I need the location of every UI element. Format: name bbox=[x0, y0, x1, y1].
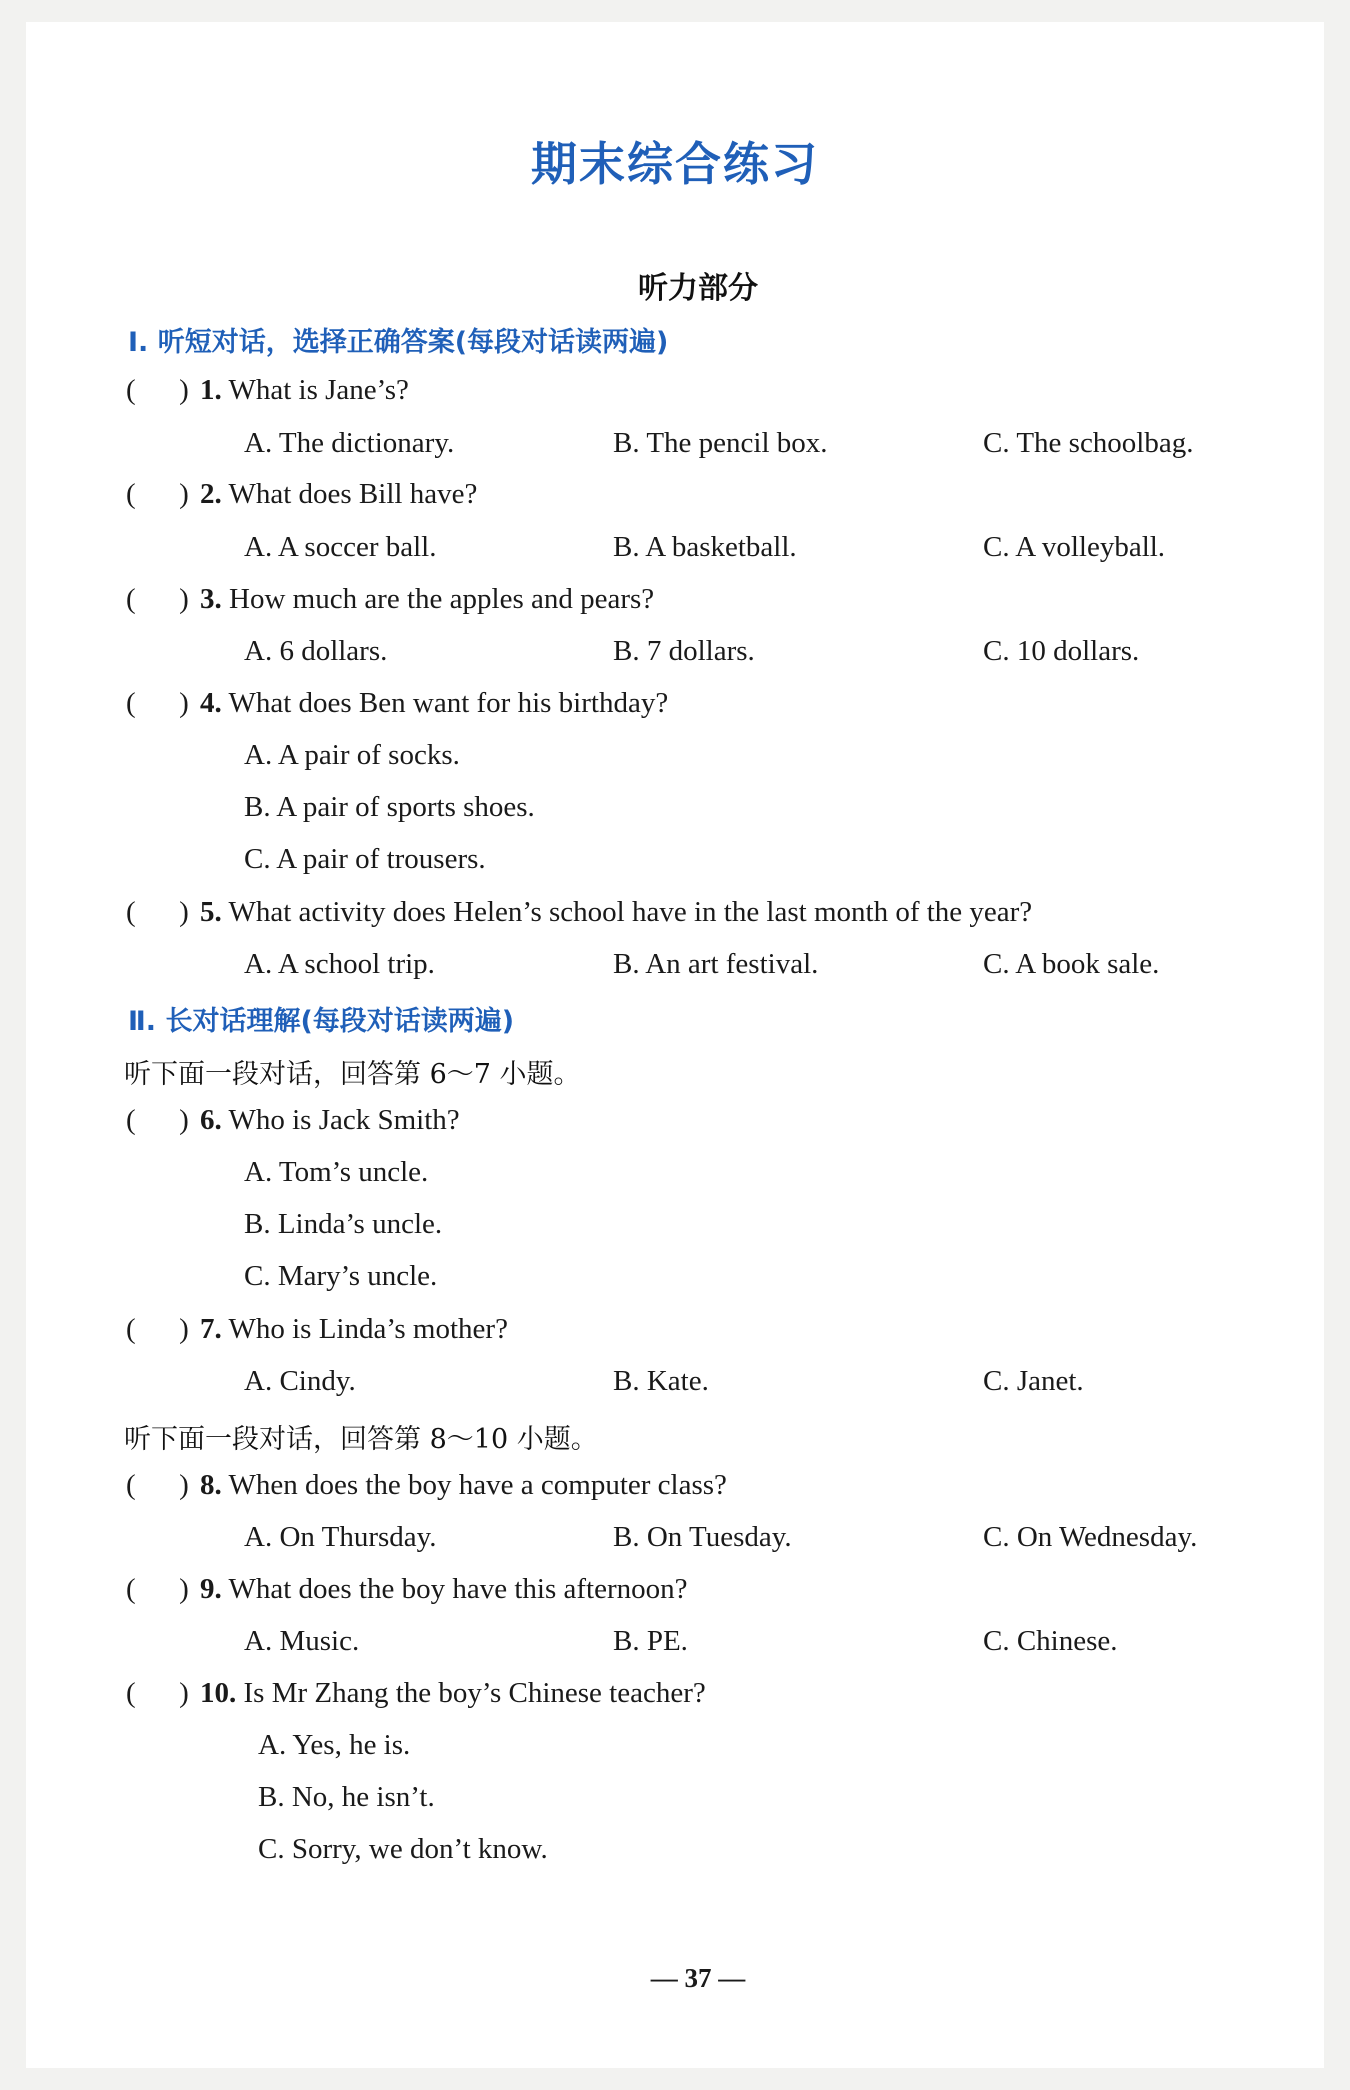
option-b: B. Kate. bbox=[613, 1365, 709, 1397]
answer-blank[interactable]: ( ) bbox=[126, 687, 189, 719]
option-c: C. On Wednesday. bbox=[983, 1521, 1198, 1553]
option-c: C. 10 dollars. bbox=[983, 635, 1140, 667]
page-title: 期末综合练习 bbox=[531, 137, 819, 191]
option-b: B. 7 dollars. bbox=[613, 635, 755, 667]
option-c: C. A volleyball. bbox=[983, 531, 1166, 563]
answer-blank[interactable]: ( ) bbox=[126, 478, 189, 510]
option-c: C. Sorry, we don’t know. bbox=[258, 1833, 548, 1865]
answer-blank[interactable]: ( ) bbox=[126, 374, 189, 406]
instruction-6-7: 听下面一段对话，回答第 6～7 小题。 bbox=[124, 1059, 581, 1090]
answer-blank[interactable]: ( ) bbox=[126, 1104, 189, 1136]
question-1: ( ) 1. What is Jane’s? bbox=[126, 374, 409, 406]
question-4: ( ) 4. What does Ben want for his birthday? bbox=[126, 687, 669, 719]
option-b: B. Linda’s uncle. bbox=[244, 1208, 443, 1240]
option-a: A. Tom’s uncle. bbox=[244, 1156, 429, 1188]
answer-blank[interactable]: ( ) bbox=[126, 583, 189, 615]
option-c: C. Mary’s uncle. bbox=[244, 1260, 438, 1292]
option-a: A. Cindy. bbox=[244, 1365, 356, 1397]
answer-blank[interactable]: ( ) bbox=[126, 896, 189, 928]
question-9: ( ) 9. What does the boy have this afternoon? bbox=[126, 1573, 688, 1605]
answer-blank[interactable]: ( ) bbox=[126, 1677, 189, 1709]
option-b: B. An art festival. bbox=[613, 948, 819, 980]
option-c: C. Janet. bbox=[983, 1365, 1084, 1397]
option-b: B. PE. bbox=[613, 1625, 688, 1657]
option-a: A. Music. bbox=[244, 1625, 360, 1657]
section-2-heading: Ⅱ. 长对话理解(每段对话读两遍) bbox=[128, 1006, 515, 1037]
option-a: A. A soccer ball. bbox=[244, 531, 437, 563]
answer-blank[interactable]: ( ) bbox=[126, 1313, 189, 1345]
page-number: — 37 — bbox=[650, 1963, 746, 1993]
question-3: ( ) 3. How much are the apples and pears? bbox=[126, 583, 655, 615]
answer-blank[interactable]: ( ) bbox=[126, 1469, 189, 1501]
option-a: A. 6 dollars. bbox=[244, 635, 388, 667]
option-b: B. The pencil box. bbox=[613, 427, 828, 459]
answer-blank[interactable]: ( ) bbox=[126, 1573, 189, 1605]
option-c: C. A book sale. bbox=[983, 948, 1160, 980]
option-b: B. A pair of sports shoes. bbox=[244, 791, 535, 823]
question-7: ( ) 7. Who is Linda’s mother? bbox=[126, 1313, 508, 1345]
section-heading-listening: 听力部分 bbox=[638, 271, 758, 306]
option-b: B. On Tuesday. bbox=[613, 1521, 792, 1553]
instruction-8-10: 听下面一段对话，回答第 8～10 小题。 bbox=[124, 1424, 598, 1455]
option-a: A. A school trip. bbox=[244, 948, 435, 980]
option-a: A. A pair of socks. bbox=[244, 739, 460, 771]
option-a: A. The dictionary. bbox=[244, 427, 455, 459]
option-c: C. Chinese. bbox=[983, 1625, 1118, 1657]
option-b: B. No, he isn’t. bbox=[258, 1781, 435, 1813]
question-2: ( ) 2. What does Bill have? bbox=[126, 478, 478, 510]
option-a: A. Yes, he is. bbox=[258, 1729, 411, 1761]
option-b: B. A basketball. bbox=[613, 531, 797, 563]
option-a: A. On Thursday. bbox=[244, 1521, 437, 1553]
question-10: ( ) 10. Is Mr Zhang the boy’s Chinese teacher? bbox=[126, 1677, 706, 1709]
section-1-heading: Ⅰ. 听短对话，选择正确答案(每段对话读两遍) bbox=[128, 327, 669, 358]
question-5: ( ) 5. What activity does Helen’s school have in the last month of the year? bbox=[126, 896, 1033, 928]
option-c: C. A pair of trousers. bbox=[244, 843, 486, 875]
question-8: ( ) 8. When does the boy have a computer class? bbox=[126, 1469, 727, 1501]
question-6: ( ) 6. Who is Jack Smith? bbox=[126, 1104, 460, 1136]
option-c: C. The schoolbag. bbox=[983, 427, 1194, 459]
